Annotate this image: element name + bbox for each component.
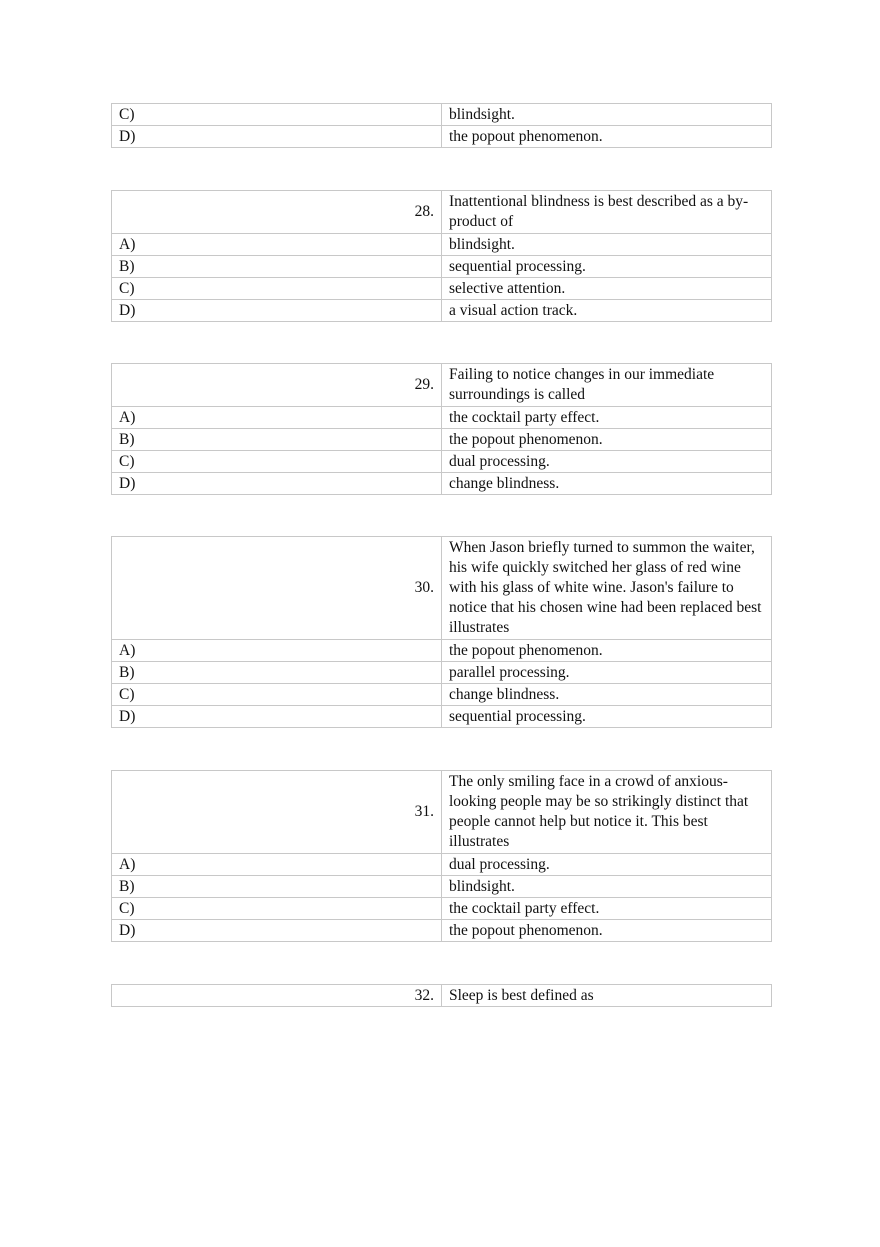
option-row bbox=[112, 104, 772, 126]
option-row bbox=[112, 429, 772, 451]
option-letter: A) bbox=[112, 640, 442, 662]
question-number: 32. bbox=[112, 985, 442, 1007]
option-letter: D) bbox=[112, 126, 442, 148]
option-letter: C) bbox=[112, 278, 442, 300]
option-row bbox=[112, 706, 772, 728]
question-stem: The only smiling face in a crowd of anxious-looking people may be so strikingly distinct that people cannot help but notice it. This best illustrates bbox=[442, 771, 772, 854]
option-row bbox=[112, 473, 772, 495]
option-text: the cocktail party effect. bbox=[442, 898, 772, 920]
option-text: sequential processing. bbox=[442, 256, 772, 278]
option-row bbox=[112, 256, 772, 278]
option-row bbox=[112, 234, 772, 256]
question-stem: Sleep is best defined as bbox=[442, 985, 772, 1007]
question-30 bbox=[111, 536, 772, 728]
question-row bbox=[112, 985, 772, 1007]
option-text: the popout phenomenon. bbox=[442, 126, 772, 148]
question-31 bbox=[111, 770, 772, 942]
option-row bbox=[112, 126, 772, 148]
option-row bbox=[112, 640, 772, 662]
option-text: blindsight. bbox=[442, 104, 772, 126]
option-row bbox=[112, 684, 772, 706]
option-letter: C) bbox=[112, 451, 442, 473]
question-number: 31. bbox=[112, 771, 442, 854]
option-text: blindsight. bbox=[442, 234, 772, 256]
question-stem: Inattentional blindness is best described as a by-product of bbox=[442, 191, 772, 234]
option-row bbox=[112, 407, 772, 429]
option-row bbox=[112, 854, 772, 876]
option-text: a visual action track. bbox=[442, 300, 772, 322]
option-letter: A) bbox=[112, 854, 442, 876]
option-letter: D) bbox=[112, 300, 442, 322]
option-row bbox=[112, 920, 772, 942]
question-stem: When Jason briefly turned to summon the waiter, his wife quickly switched her glass of red wine with his glass of white wine. Jason's failure to notice that his chosen wine had been replaced best illustrates bbox=[442, 537, 772, 640]
question-stem: Failing to notice changes in our immediate surroundings is called bbox=[442, 364, 772, 407]
question-32 bbox=[111, 984, 772, 1007]
question-28 bbox=[111, 190, 772, 322]
option-row bbox=[112, 662, 772, 684]
option-letter: A) bbox=[112, 407, 442, 429]
question-row bbox=[112, 771, 772, 854]
option-text: the popout phenomenon. bbox=[442, 640, 772, 662]
option-letter: C) bbox=[112, 684, 442, 706]
option-text: the cocktail party effect. bbox=[442, 407, 772, 429]
option-text: dual processing. bbox=[442, 451, 772, 473]
option-letter: B) bbox=[112, 429, 442, 451]
option-row bbox=[112, 898, 772, 920]
option-letter: D) bbox=[112, 473, 442, 495]
question-number: 29. bbox=[112, 364, 442, 407]
option-text: change blindness. bbox=[442, 473, 772, 495]
option-letter: B) bbox=[112, 662, 442, 684]
option-row bbox=[112, 451, 772, 473]
option-text: the popout phenomenon. bbox=[442, 920, 772, 942]
option-text: dual processing. bbox=[442, 854, 772, 876]
question-row bbox=[112, 364, 772, 407]
option-letter: D) bbox=[112, 706, 442, 728]
question-number: 30. bbox=[112, 537, 442, 640]
option-letter: D) bbox=[112, 920, 442, 942]
question-row bbox=[112, 191, 772, 234]
option-letter: B) bbox=[112, 876, 442, 898]
question-27-continued bbox=[111, 103, 772, 148]
option-text: change blindness. bbox=[442, 684, 772, 706]
option-text: blindsight. bbox=[442, 876, 772, 898]
option-letter: B) bbox=[112, 256, 442, 278]
option-row bbox=[112, 278, 772, 300]
option-letter: C) bbox=[112, 104, 442, 126]
option-row bbox=[112, 300, 772, 322]
question-row bbox=[112, 537, 772, 640]
option-letter: A) bbox=[112, 234, 442, 256]
option-row bbox=[112, 876, 772, 898]
question-29 bbox=[111, 363, 772, 495]
option-text: parallel processing. bbox=[442, 662, 772, 684]
question-number: 28. bbox=[112, 191, 442, 234]
option-text: sequential processing. bbox=[442, 706, 772, 728]
option-text: the popout phenomenon. bbox=[442, 429, 772, 451]
option-letter: C) bbox=[112, 898, 442, 920]
option-text: selective attention. bbox=[442, 278, 772, 300]
